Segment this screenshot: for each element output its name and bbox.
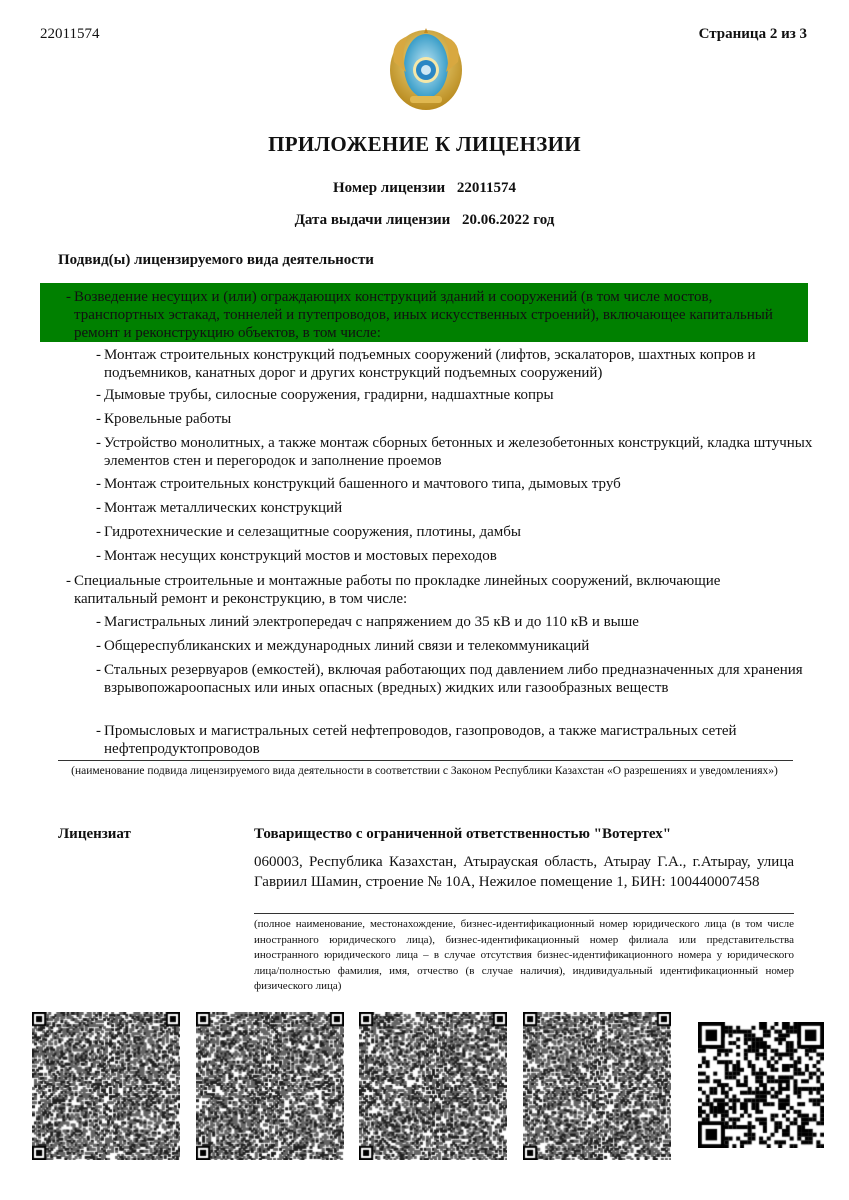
- license-number-value: 22011574: [456, 180, 517, 196]
- issue-date-label: Дата выдачи лицензии: [294, 212, 451, 228]
- document-title: ПРИЛОЖЕНИЕ К ЛИЦЕНЗИИ: [268, 132, 581, 156]
- subtype-item: - Промысловых и магистральных сетей нефтепроводов, газопроводов, а также магистральных сетей нефтепродуктопроводов: [96, 723, 737, 757]
- licensee-address: 060003, Республика Казахстан, Атырауская область, Атырау Г.А., г.Атырау, улица Гавриил Шамин, строение № 10А, Нежилое помещение 1, БИН: 100440007458: [254, 854, 794, 890]
- license-number-row: [0, 180, 849, 197]
- document-number: 22011574: [40, 26, 100, 42]
- divider: [58, 760, 793, 761]
- subtype-item: - Общереспубликанских и международных линий связи и телекоммуникаций: [96, 638, 590, 654]
- subtype-group: - Специальные строительные и монтажные работы по прокладке линейных сооружений, включающие капитальный ремонт и реконструкцию, в том числе:: [66, 573, 721, 607]
- qr-code-icon: [359, 1012, 507, 1160]
- subtype-item: - Магистральных линий электропередач с напряжением до 35 кВ и до 110 кВ и выше: [96, 614, 639, 630]
- subtype-group-text: Специальные строительные и монтажные работы по прокладке линейных сооружений, включающие капитальный ремонт и реконструкцию, в том числе:: [74, 573, 721, 607]
- license-number-label: Номер лицензии: [332, 180, 446, 196]
- licensee-name: Товарищество с ограниченной ответственностью "Вотертех": [254, 826, 672, 842]
- subtype-group: - Возведение несущих и (или) ограждающих конструкций зданий и сооружений (в том числе мостов, транспортных эстакад, тоннелей и путепроводов, иных искусственных строений), включающее капитальный ремонт и реконструкцию объектов, в том числе:: [66, 289, 773, 341]
- subtypes-heading: Подвид(ы) лицензируемого вида деятельности: [58, 252, 374, 268]
- subtypes-caption: (наименование подвида лицензируемого вида деятельности в соответствии с Законом Республики Казахстан «О разрешениях и уведомлениях»): [71, 765, 778, 777]
- qr-code-icon: [523, 1012, 671, 1160]
- subtype-group-text: Возведение несущих и (или) ограждающих конструкций зданий и сооружений (в том числе мостов, транспортных эстакад, тоннелей и путепроводов, иных искусственных строений), включающее капитальный ремонт и реконструкцию объектов, в том числе:: [74, 289, 773, 341]
- subtype-item: - Стальных резервуаров (емкостей), включая работающих под давлением либо предназначенных для хранения взрывопожароопасных или иных опасных (вредных) жидких или газообразных веществ: [96, 662, 803, 696]
- page-indicator: Страница 2 из 3: [698, 26, 807, 42]
- subtype-item: - Монтаж несущих конструкций мостов и мостовых переходов: [96, 548, 497, 564]
- qr-code-icon: [32, 1012, 180, 1160]
- qr-code-icon: [698, 1022, 824, 1148]
- subtype-item: - Монтаж строительных конструкций подъемных сооружений (лифтов, эскалаторов, шахтных копров и подъемников, канатных дорог и других конструкций подъемных сооружений): [96, 347, 756, 381]
- state-emblem-icon: [386, 22, 466, 114]
- subtype-item: - Монтаж металлических конструкций: [96, 500, 343, 516]
- divider: [254, 913, 794, 914]
- subtype-item: - Дымовые трубы, силосные сооружения, градирни, надшахтные копры: [96, 387, 554, 403]
- subtype-item: - Устройство монолитных, а также монтаж сборных бетонных и железобетонных конструкций, кладка штучных элементов стен и перегородок и заполнение проемов: [96, 435, 813, 469]
- issue-date-row: [0, 212, 849, 229]
- issue-date-value: 20.06.2022 год: [462, 212, 555, 228]
- licensee-label: Лицензиат: [58, 826, 131, 842]
- qr-code-icon: [196, 1012, 344, 1160]
- licensee-caption: (полное наименование, местонахождение, бизнес-идентификационный номер юридического лица (в том числе иностранного юридического лица), бизнес-идентификационный номер филиала или представительства иностранного юридического лица – в случае отсутствия бизнес-идентификационного номера у юридического лица/полностью фамилия, имя, отчество (в случае наличия), индивидуальный идентификационный номер физического лица): [254, 918, 794, 992]
- subtype-item: - Монтаж строительных конструкций башенного и мачтового типа, дымовых труб: [96, 476, 621, 492]
- subtype-item: - Кровельные работы: [96, 411, 232, 427]
- subtype-item: - Гидротехнические и селезащитные сооружения, плотины, дамбы: [96, 524, 521, 540]
